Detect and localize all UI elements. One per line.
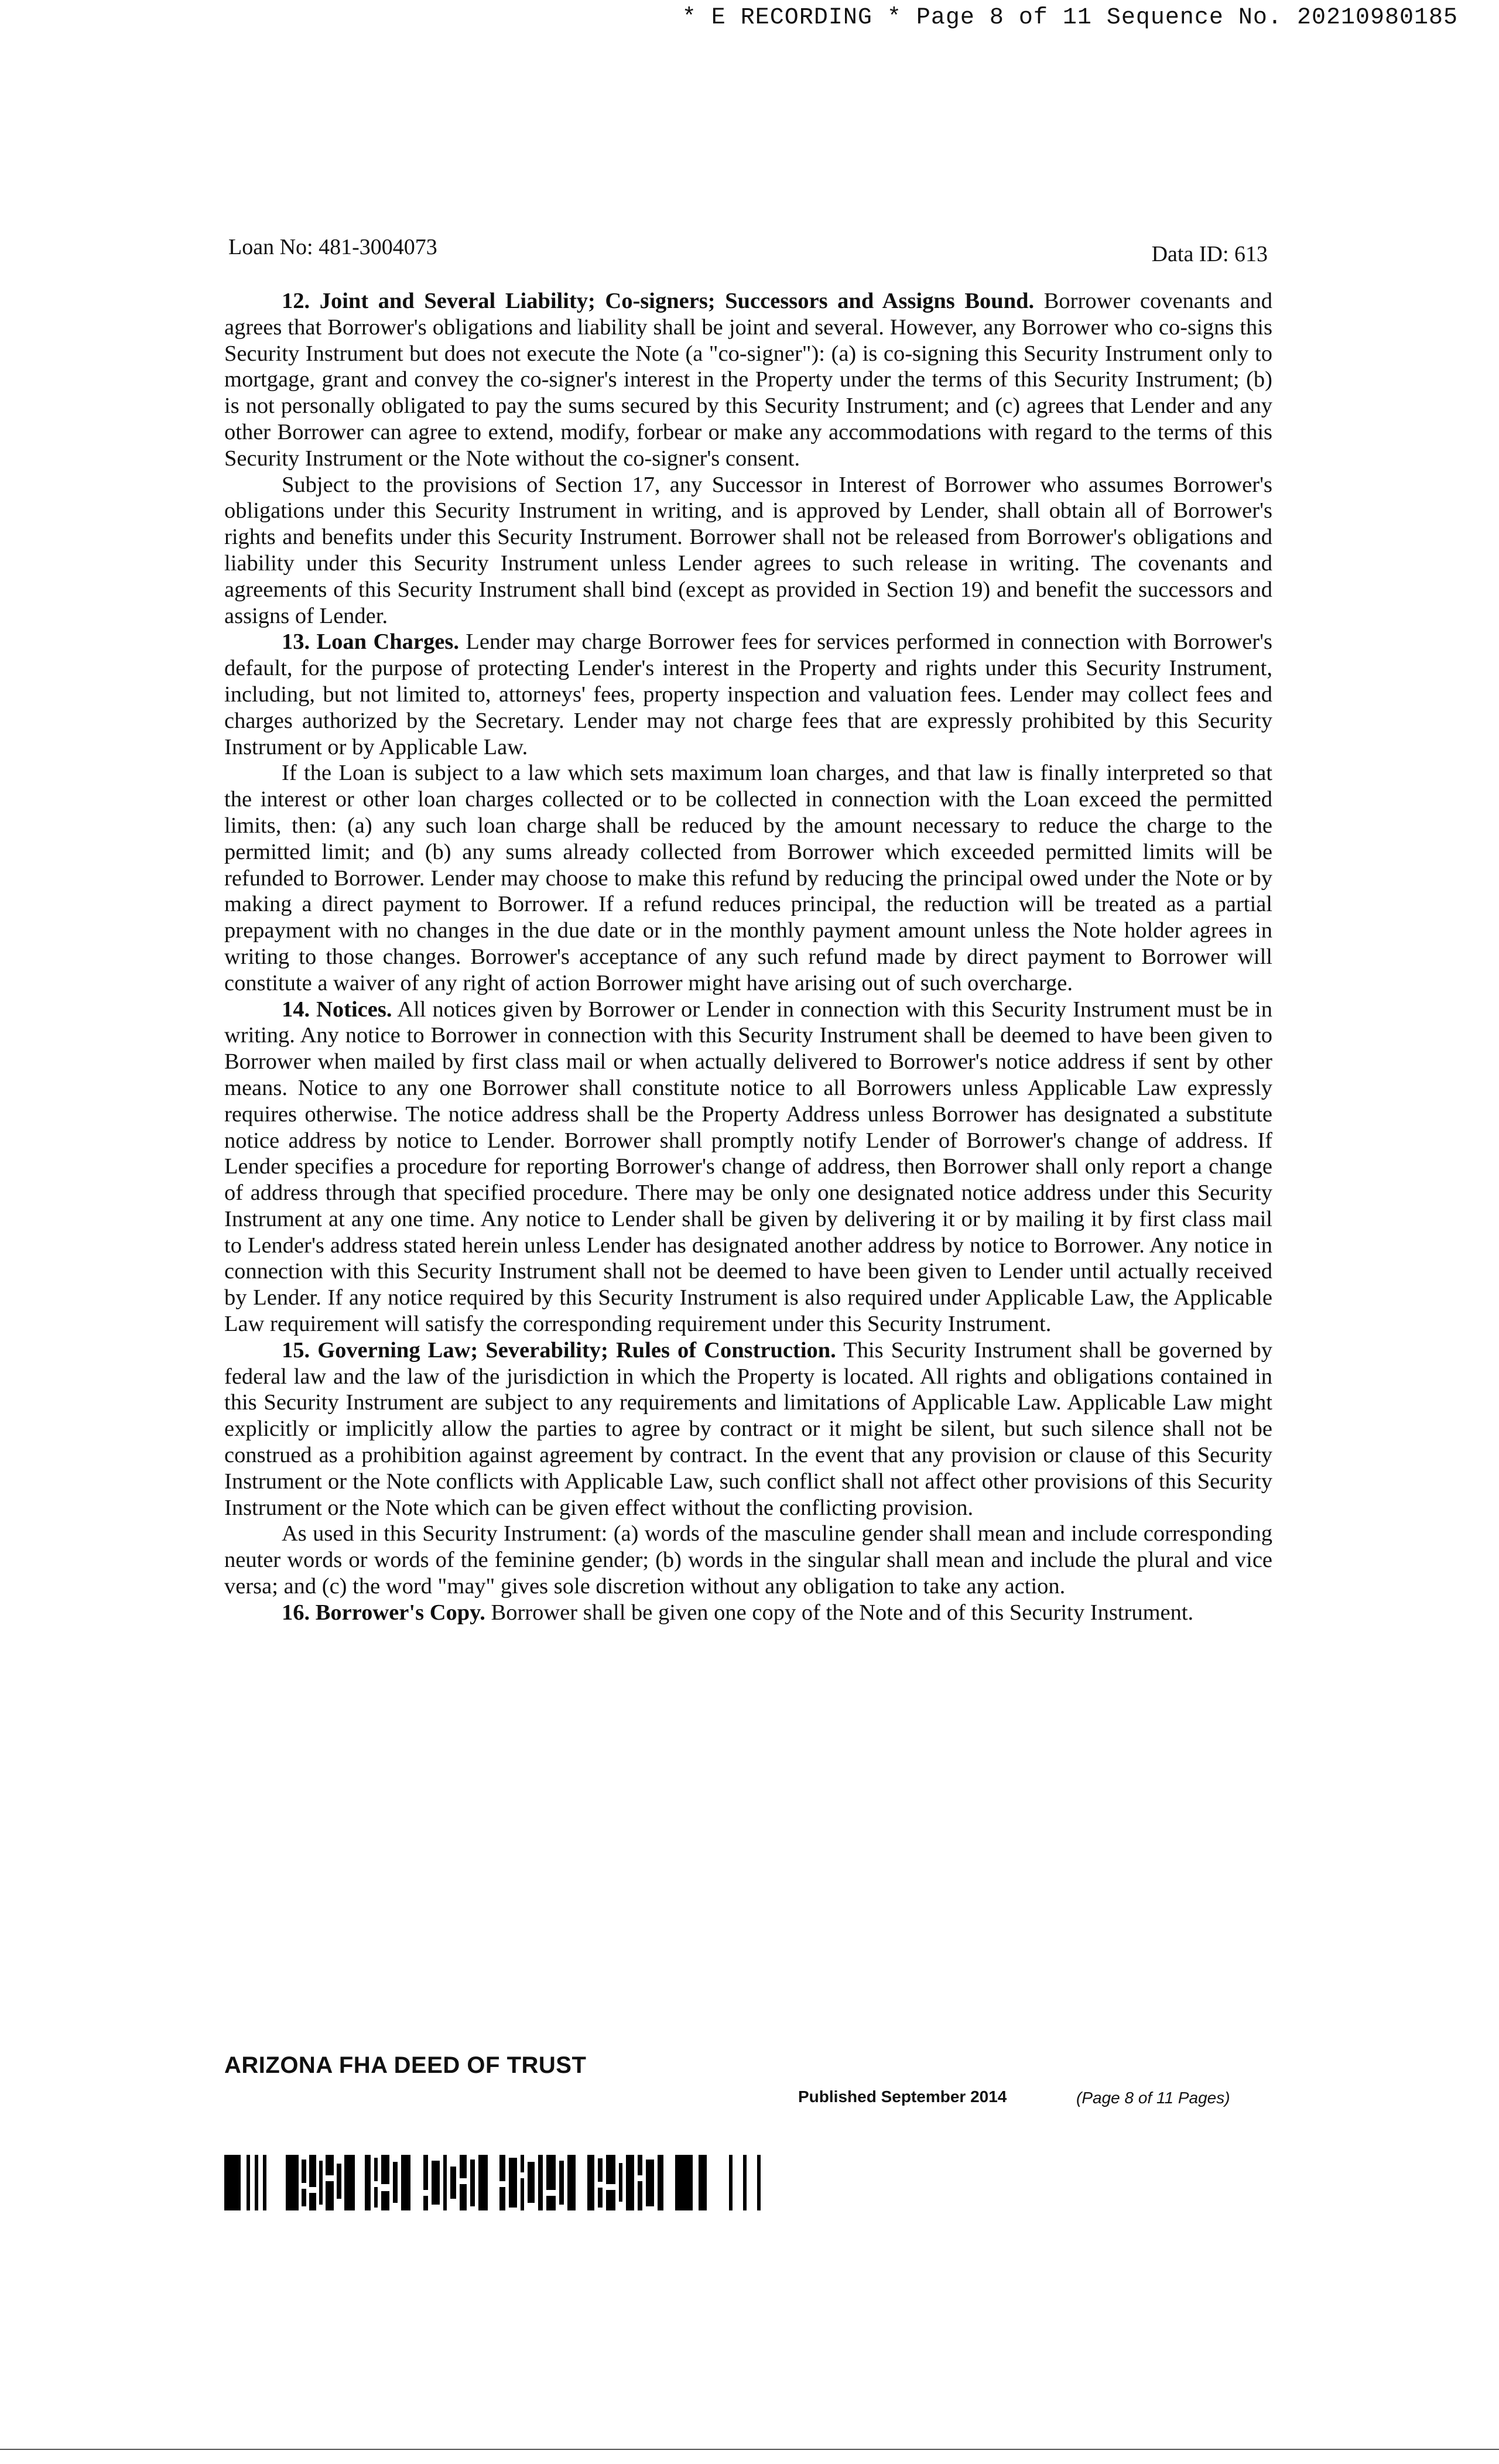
section-heading: 14. Notices. — [282, 997, 392, 1022]
section-text: As used in this Security Instrument: (a) words of the masculine gender shall mean and include corresponding neuter words or words of the feminine gender; (b) words in the singular shall mean and include the plural and vice versa; and (c) the word "may" gives sole discretion without any obligation to take any action. — [224, 1521, 1272, 1599]
section-13 — [224, 629, 1272, 760]
section-15-paragraph-2 — [224, 1521, 1272, 1599]
data-id: Data ID: 613 — [1151, 242, 1268, 266]
section-text: If the Loan is subject to a law which sets maximum loan charges, and that law is finally interpreted so that the interest or other loan charges collected or to be collected in connection with the Loan exceed the permitted limits, then: (a) any such loan charge shall be reduced by the amount necessary to reduce the charge to the permitted limit; and (b) any sums already collected from Borrower which exceeded permitted limits will be refunded to Borrower. Lender may choose to make this refund by reducing the principal owed under the Note or by making a direct payment to Borrower. If a refund reduces principal, the reduction will be treated as a partial prepayment with no changes in the due date or in the monthly payment amount unless the Note holder agrees in writing to those changes. Borrower's acceptance of any such refund made by direct payment to Borrower will constitute a waiver of any right of action Borrower might have arising out of such overcharge. — [224, 761, 1272, 995]
section-12 — [224, 288, 1272, 472]
published-date: Published September 2014 — [798, 2087, 1007, 2106]
section-heading: 16. Borrower's Copy. — [282, 1600, 485, 1625]
section-text: Lender may charge Borrower fees for services performed in connection with Borrower's default, for the purpose of protecting Lender's interest in the Property and rights under this Security Instrument, including, but not limited to, attorneys' fees, property inspection and valuation fees. Lender may collect fees and charges authorized by the Secretary. Lender may not charge fees that are expressly prohibited by this Security Instrument or by Applicable Law. — [224, 629, 1272, 759]
section-heading: 13. Loan Charges. — [282, 629, 459, 655]
section-12-paragraph-2 — [224, 472, 1272, 629]
loan-info-line — [228, 234, 1268, 266]
section-text: Borrower shall be given one copy of the Note and of this Security Instrument. — [485, 1600, 1194, 1625]
barcode-icon — [224, 2155, 783, 2210]
section-text: Borrower covenants and agrees that Borrower's obligations and liability shall be joint and several. However, any Borrower who co-signs this Security Instrument but does not execute the Note (a "co-signer"): (a) is co-signing this Security Instrument only to mortgage, grant and convey the co-signer's interest in the Property under the terms of this Security Instrument; (b) is not personally obligated to pay the sums secured by this Security Instrument; and (c) agrees that Lender and any other Borrower can agree to extend, modify, forbear or make any accommodations with regard to the terms of this Security Instrument or the Note without the co-signer's consent. — [224, 289, 1272, 471]
document-body — [224, 288, 1272, 1626]
section-15 — [224, 1337, 1272, 1521]
section-text: Subject to the provisions of Section 17, any Successor in Interest of Borrower who assumes Borrower's obligations under this Security Instrument in writing, and is approved by Lender, shall obtain all of Borrower's rights and benefits under this Security Instrument. Borrower shall not be released from Borrower's obligations and liability under this Security Instrument unless Lender agrees to such release in writing. The covenants and agreements of this Security Instrument shall bind (except as provided in Section 19) and benefit the successors and assigns of Lender. — [224, 472, 1272, 628]
section-16 — [224, 1600, 1272, 1626]
section-14 — [224, 997, 1272, 1337]
section-heading: 12. Joint and Several Liability; Co-signers; Successors and Assigns Bound. — [282, 289, 1035, 313]
section-text: All notices given by Borrower or Lender in connection with this Security Instrument must be in writing. Any notice to Borrower in connection with this Security Instrument shall be deemed to have been given to Borrower when mailed by first class mail or when actually delivered to Borrower's notice address if sent by other means. Notice to any one Borrower shall constitute notice to all Borrowers unless Applicable Law expressly requires otherwise. The notice address shall be the Property Address unless Borrower has designated a substitute notice address by notice to Lender. Borrower shall promptly notify Lender of Borrower's change of address. If Lender specifies a procedure for reporting Borrower's change of address, then Borrower shall only report a change of address through that specified procedure. There may be only one designated notice address under this Security Instrument at any one time. Any notice to Lender shall be given by delivering it or by mailing it by first class mail to Lender's address stated herein unless Lender has designated another address by notice to Borrower. Any notice in connection with this Security Instrument shall not be deemed to have been given to Lender until actually received by Lender. If any notice required by this Security Instrument is also required under Applicable Law, the Applicable Law requirement will satisfy the corresponding requirement under this Security Instrument. — [224, 997, 1272, 1337]
bottom-rule — [0, 2449, 1499, 2450]
section-text: This Security Instrument shall be governed by federal law and the law of the jurisdiction in which the Property is located. All rights and obligations contained in this Security Instrument are subject to any requirements and limitations of Applicable Law. Applicable Law might explicitly or implicitly allow the parties to agree by contract or it might be silent, but such silence shall not be construed as a prohibition against agreement by contract. In the event that any provision or clause of this Security Instrument or the Note conflicts with Applicable Law, such conflict shall not affect other provisions of this Security Instrument or the Note which can be given effect without the conflicting provision. — [224, 1337, 1272, 1520]
section-13-paragraph-2 — [224, 760, 1272, 996]
form-title: ARIZONA FHA DEED OF TRUST — [224, 2052, 587, 2078]
page-number: (Page 8 of 11 Pages) — [1076, 2089, 1230, 2107]
loan-number: Loan No: 481-3004073 — [228, 235, 437, 259]
section-heading: 15. Governing Law; Severability; Rules of Construction. — [282, 1337, 836, 1363]
recording-header: * E RECORDING * Page 8 of 11 Sequence No. 20210980185 — [682, 5, 1458, 31]
